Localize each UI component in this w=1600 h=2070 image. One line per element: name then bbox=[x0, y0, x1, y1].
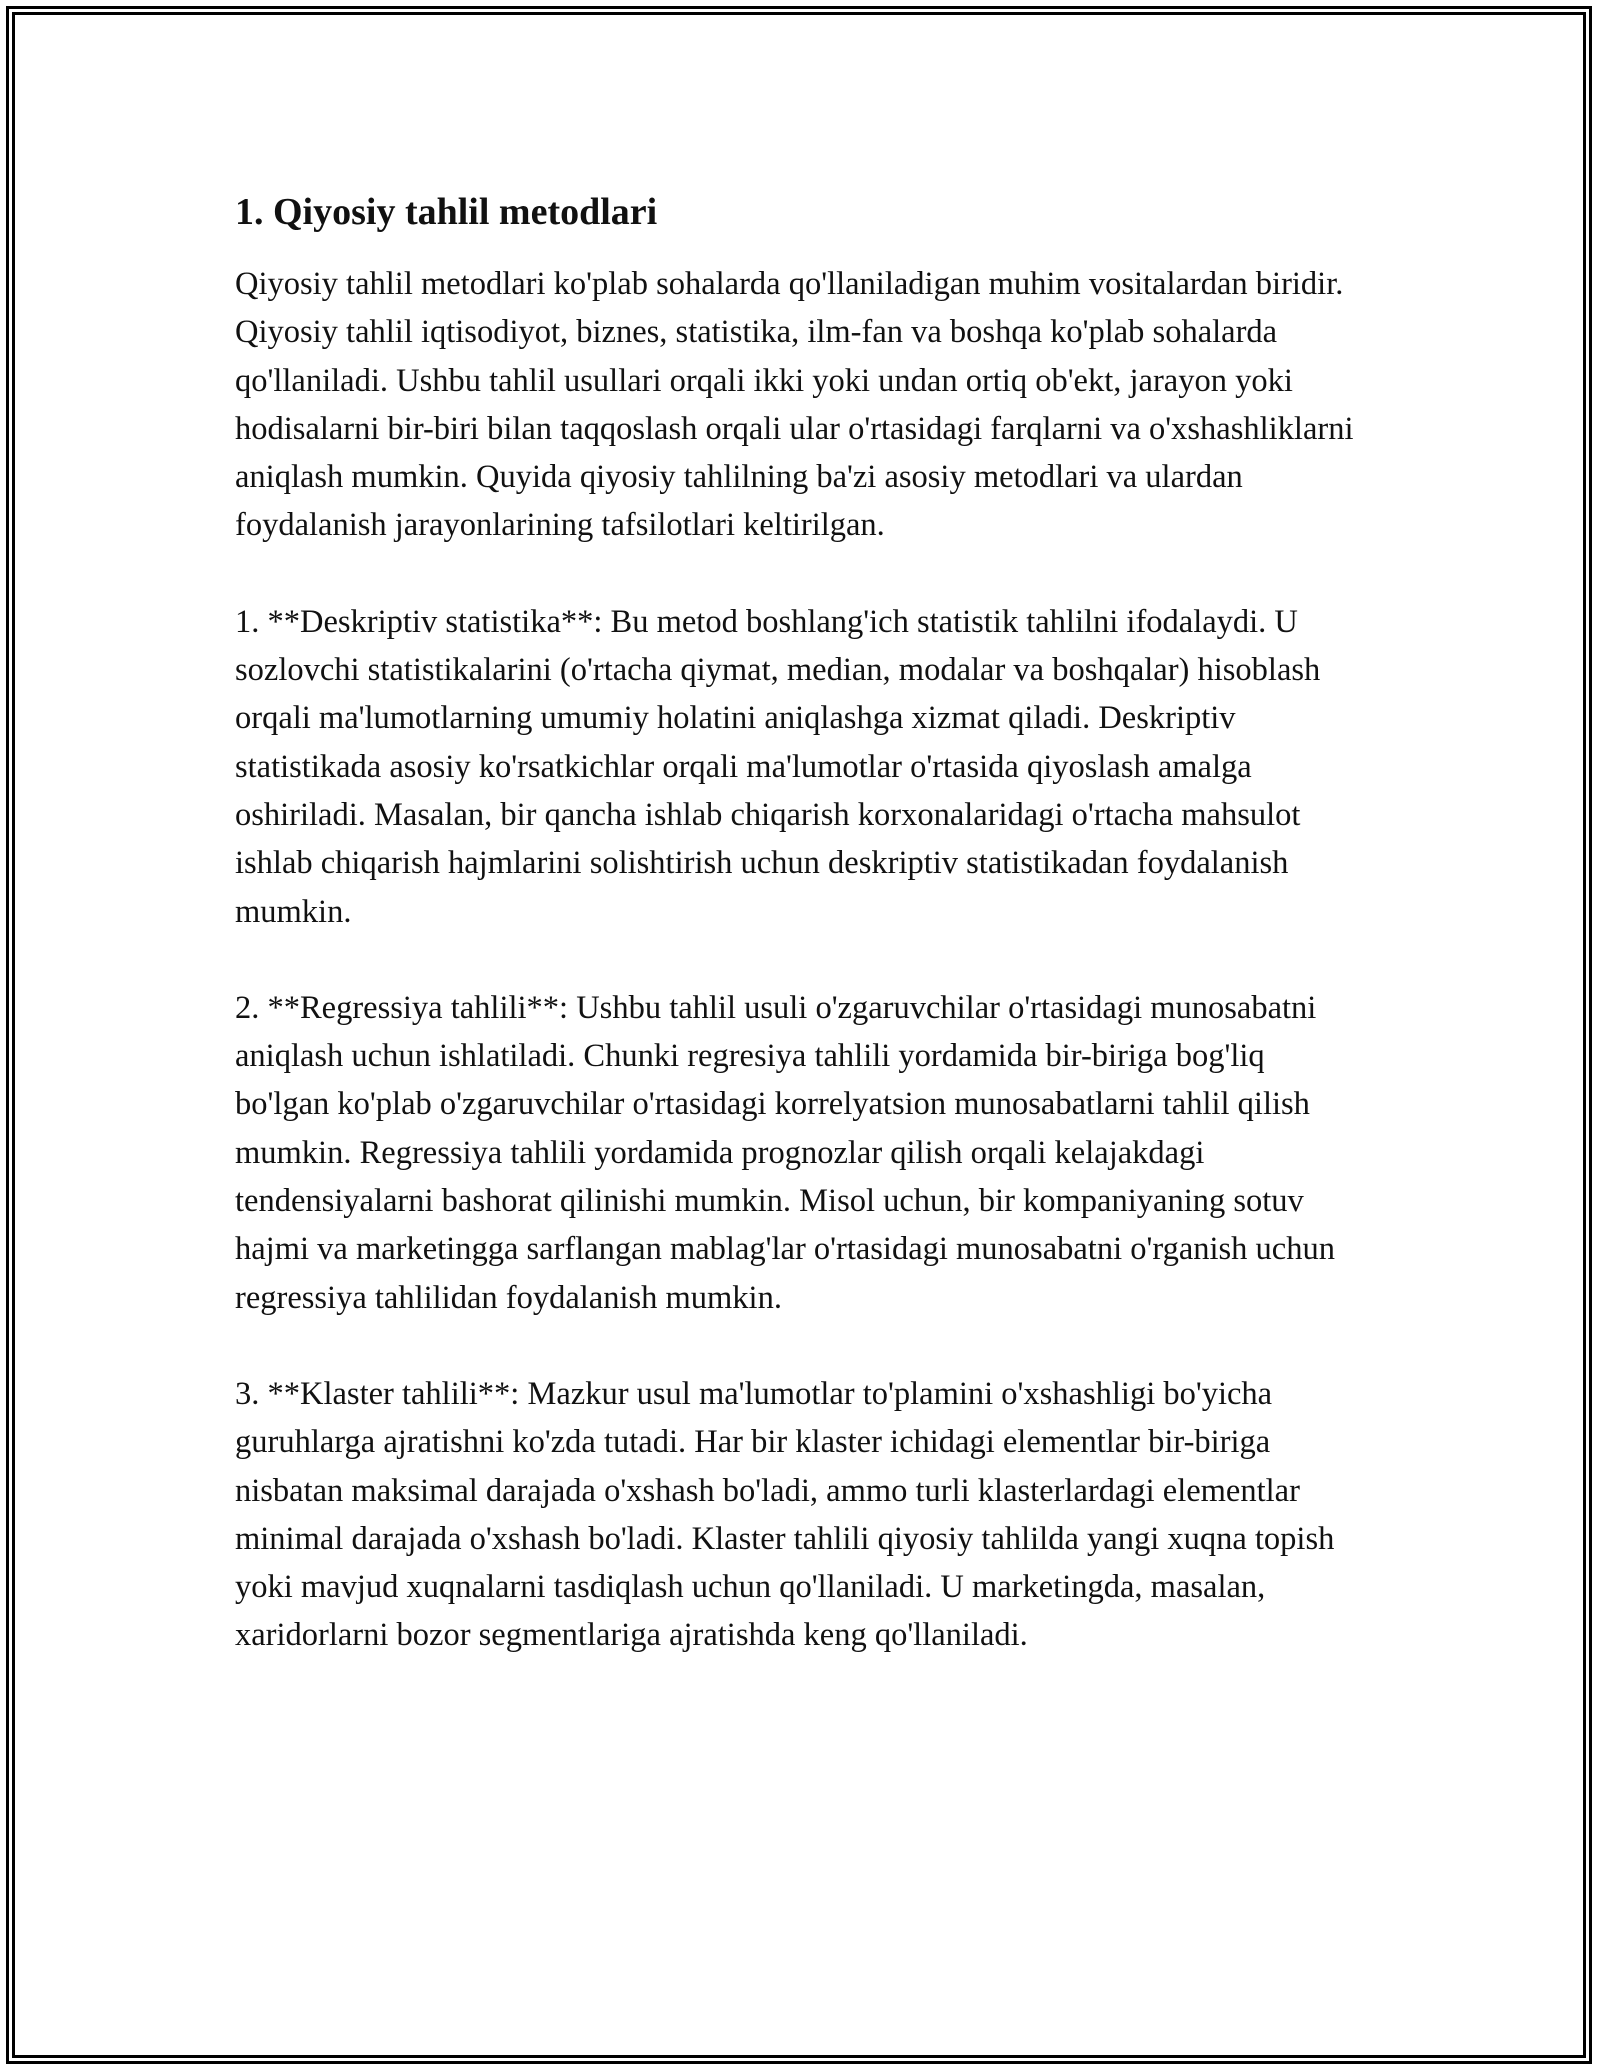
document-body bbox=[235, 186, 1365, 1660]
descriptive-statistics-paragraph: 1. **Deskriptiv statistika**: Bu metod boshlang'ich statistik tahlilni ifodalaydi. U sozlovchi statistikalarini (o'rtacha qiymat, median, modalar va boshqalar) hisoblash orqali ma'lumotlarning umumiy holatini aniqlashga xizmat qiladi. Deskriptiv statistikada asosiy ko'rsatkichlar orqali ma'lumotlar o'rtasida qiyoslash amalga oshiriladi. Masalan, bir qancha ishlab chiqarish korxonalaridagi o'rtacha mahsulot ishlab chiqarish hajmlarini solishtirish uchun deskriptiv statistikadan foydalanish mumkin. bbox=[235, 603, 1321, 930]
section-heading: 1. Qiyosiy tahlil metodlari bbox=[235, 191, 658, 233]
regression-analysis-paragraph: 2. **Regressiya tahlili**: Ushbu tahlil usuli o'zgaruvchilar o'rtasidagi munosabatni aniqlash uchun ishlatiladi. Chunki regresiya tahlili yordamida bir-biriga bog'liq bo'lgan ko'plab o'zgaruvchilar o'rtasidagi korrelyatsion munosabatlarni tahlil qilish mumkin. Regressiya tahlili yordamida prognozlar qilish orqali kelajakdagi tendensiyalarni bashorat qilinishi mumkin. Misol uchun, bir kompaniyaning sotuv hajmi va marketingga sarflangan mablag'lar o'rtasidagi munosabatni o'rganish uchun regressiya tahlilidan foydalanish mumkin. bbox=[235, 989, 1335, 1316]
cluster-analysis-paragraph: 3. **Klaster tahlili**: Mazkur usul ma'lumotlar to'plamini o'xshashligi bo'yicha guruhlarga ajratishni ko'zda tutadi. Har bir klaster ichidagi elementlar bir-biriga nisbatan maksimal darajada o'xshash bo'ladi, ammo turli klasterlardagi elementlar minimal darajada o'xshash bo'ladi. Klaster tahlili qiyosiy tahlilda yangi xuqna topish yoki mavjud xuqnalarni tasdiqlash uchun qo'llaniladi. U marketingda, masalan, xaridorlarni bozor segmentlariga ajratishda keng qo'llaniladi. bbox=[235, 1375, 1335, 1654]
intro-paragraph: Qiyosiy tahlil metodlari ko'plab sohalarda qo'llaniladigan muhim vositalardan biridir. Qiyosiy tahlil iqtisodiyot, biznes, statistika, ilm-fan va boshqa ko'plab sohalarda qo'llaniladi. Ushbu tahlil usullari orqali ikki yoki undan ortiq ob'ekt, jarayon yoki hodisalarni bir-biri bilan taqqoslash orqali ular o'rtasidagi farqlarni va o'xshashliklarni aniqlash mumkin. Quyida qiyosiy tahlilning ba'zi asosiy metodlari va ulardan foydalanish jarayonlarining tafsilotlari keltirilgan. bbox=[235, 266, 1354, 544]
